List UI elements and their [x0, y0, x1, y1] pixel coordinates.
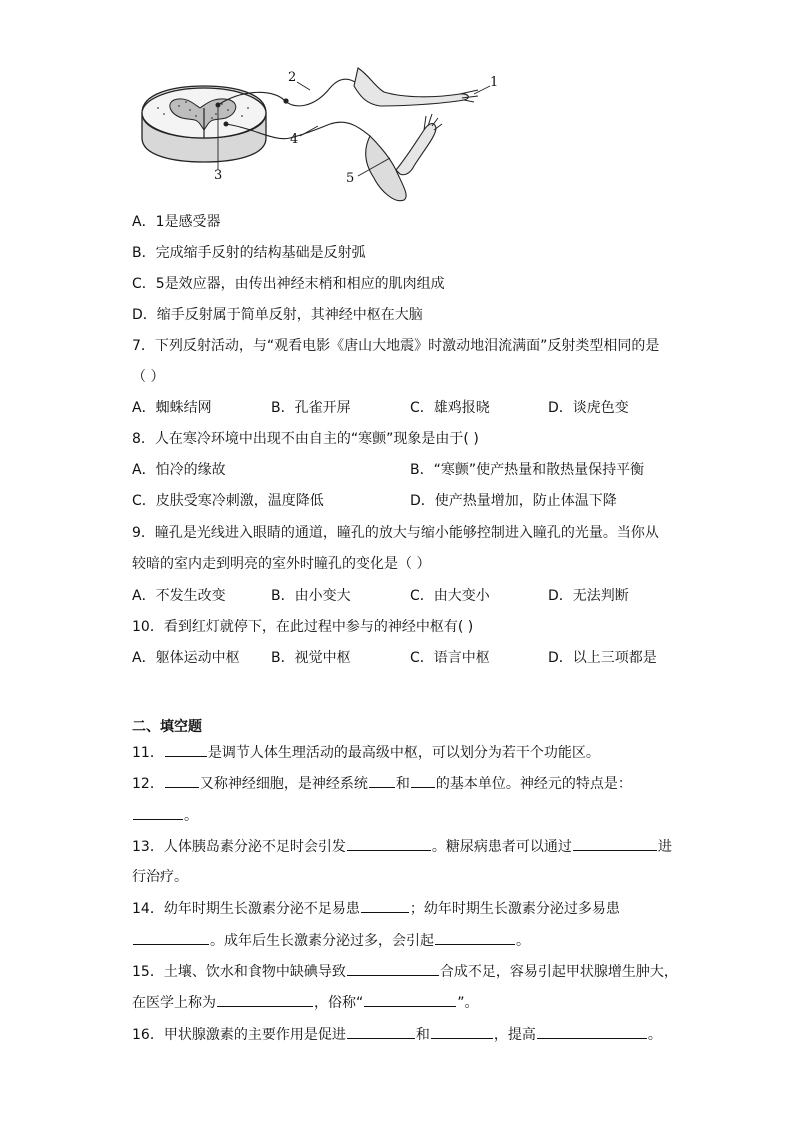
q14-blank-1[interactable] [361, 898, 409, 913]
q12-text-a: 又称神经细胞，是神经系统 [199, 776, 368, 792]
q6-option-b: B．完成缩手反射的结构基础是反射弧 [132, 245, 366, 261]
q13-text-a: 。糖尿病患者可以通过 [431, 839, 572, 855]
q13-blank-1[interactable] [347, 836, 431, 851]
q14-end: 。 [516, 933, 530, 949]
q13-text-start: 13．人体胰岛素分泌不足时会引发 [132, 839, 346, 855]
q16-blank-3[interactable] [537, 1024, 647, 1039]
q8-option-d: D．使产热量增加，防止体温下降 [410, 493, 617, 509]
q14-text-a: ；幼年时期生长激素分泌过多易患 [409, 901, 620, 917]
q12-blank-1[interactable] [165, 773, 199, 788]
q10-stem: 10．看到红灯就停下，在此过程中参与的神经中枢有( ) [132, 619, 474, 635]
figure-label-2: 2 [288, 70, 297, 85]
q16-text-a: 和 [415, 1027, 430, 1043]
q9-stem: 9．瞳孔是光线进入眼睛的通道，瞳孔的放大与缩小能够控制进入瞳孔的光量。当你从 [132, 525, 659, 541]
q16-blank-2[interactable] [431, 1024, 493, 1039]
q11-text: 是调节人体生理活动的最高级中枢，可以划分为若干个功能区。 [207, 745, 600, 761]
q13-line2: 行治疗。 [132, 869, 188, 885]
q14-blank-3[interactable] [435, 930, 515, 945]
q14-blank-2[interactable] [133, 930, 209, 945]
q7-stem: 7．下列反射活动，与“观看电影《唐山大地震》时激动地泪流满面”反射类型相同的是 [132, 338, 660, 354]
q15-line2 [132, 992, 479, 1013]
q14-line2 [132, 930, 530, 951]
figure-label-5: 5 [346, 171, 355, 186]
q9-option-c: C．由大变小 [410, 588, 490, 604]
q7-option-a: A．蜘蛛结网 [132, 400, 212, 416]
q13-text-b: 进 [657, 839, 672, 855]
q16 [132, 1024, 662, 1045]
q7-option-b: B．孔雀开屏 [271, 400, 351, 416]
q12 [132, 773, 632, 794]
q11 [132, 742, 600, 763]
q12-text-c: 的基本单位。神经元的特点是： [435, 776, 632, 792]
q8-option-c: C．皮肤受寒冷刺激，温度降低 [132, 493, 324, 509]
q7-stem-paren: （ ） [132, 369, 165, 385]
q12-end: 。 [184, 808, 198, 824]
section-title: 二、填空题 [132, 719, 202, 735]
q14 [132, 898, 620, 919]
figure-label-3: 3 [214, 168, 223, 183]
q12-number: 12． [132, 776, 164, 792]
q15-blank-1[interactable] [347, 961, 439, 976]
q7-option-c: C．雄鸡报晓 [410, 400, 490, 416]
q10-option-c: C．语言中枢 [410, 650, 490, 666]
q14-text-b: 。成年后生长激素分泌过多，会引起 [210, 933, 434, 949]
q6-option-c: C．5是效应器，由传出神经末梢和相应的肌肉组成 [132, 276, 445, 292]
q10-option-a: A．躯体运动中枢 [132, 650, 240, 666]
q8-option-a: A．怕冷的缘故 [132, 462, 226, 478]
q12-blank-4[interactable] [133, 805, 183, 820]
q11-blank[interactable] [165, 742, 207, 757]
q15-blank-2[interactable] [217, 992, 313, 1007]
q16-blank-1[interactable] [347, 1024, 415, 1039]
q16-text-start: 16．甲状腺激素的主要作用是促进 [132, 1027, 346, 1043]
q15-text-b: 在医学上称为 [132, 995, 216, 1011]
q16-text-b: ，提高 [493, 1027, 536, 1043]
q7-option-d: D．谈虎色变 [548, 400, 629, 416]
q15-blank-3[interactable] [364, 992, 456, 1007]
q6-option-d: D．缩手反射属于简单反射，其神经中枢在大脑 [132, 307, 423, 323]
figure-label-1: 1 [490, 75, 499, 90]
q15-text-a: 合成不足，容易引起甲状腺增生肿大， [439, 964, 678, 980]
q13 [132, 836, 672, 857]
q15-end: ”。 [457, 995, 479, 1011]
figure-label-4: 4 [290, 132, 299, 147]
q9-option-d: D．无法判断 [548, 588, 629, 604]
q8-stem: 8．人在寒冷环境中出现不由自主的“寒颤”现象是由于( ) [132, 431, 479, 447]
q9-option-a: A．不发生改变 [132, 588, 226, 604]
q12-text-b: 和 [395, 776, 410, 792]
q12-blank-2[interactable] [369, 773, 395, 788]
q9-option-b: B．由小变大 [271, 588, 351, 604]
q11-number: 11． [132, 745, 164, 761]
q13-blank-2[interactable] [573, 836, 657, 851]
q15-text-c: ，俗称“ [314, 995, 364, 1011]
q15 [132, 961, 678, 982]
q10-option-b: B．视觉中枢 [271, 650, 351, 666]
q9-stem-cont: 较暗的室内走到明亮的室外时瞳孔的变化是（ ） [132, 556, 431, 572]
q12-blank-3[interactable] [411, 773, 435, 788]
q10-option-d: D．以上三项都是 [548, 650, 657, 666]
q8-option-b: B．“寒颤”使产热量和散热量保持平衡 [410, 462, 645, 478]
q15-text-start: 15．土壤、饮水和食物中缺碘导致 [132, 964, 346, 980]
q14-text-start: 14．幼年时期生长激素分泌不足易患 [132, 901, 360, 917]
q12-line2 [132, 805, 198, 826]
q6-option-a: A．1是感受器 [132, 214, 221, 230]
q16-end: 。 [647, 1027, 662, 1043]
reflex-arc-figure [134, 58, 504, 208]
